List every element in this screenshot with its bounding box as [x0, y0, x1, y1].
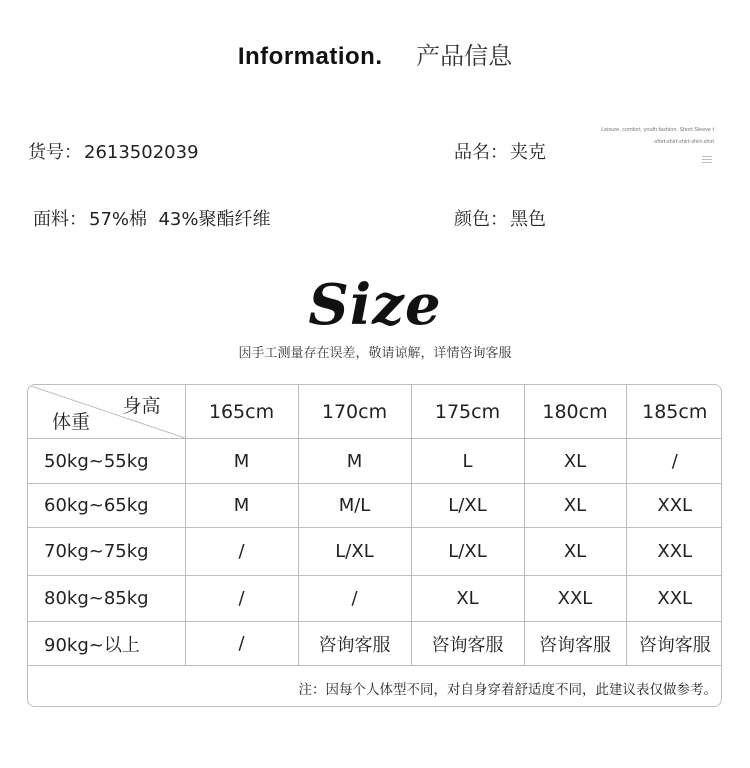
item-number-label: 货号： [28, 142, 82, 163]
table-row [28, 576, 722, 622]
size-cell: M [185, 484, 298, 528]
page-title [0, 36, 750, 71]
height-header: 170cm [298, 385, 411, 439]
size-cell: L/XL [298, 528, 411, 576]
size-cell: / [298, 576, 411, 622]
color [454, 205, 546, 231]
size-cell: XL [411, 576, 524, 622]
product-name [454, 138, 546, 164]
size-title: Size [308, 272, 442, 338]
weight-cell: 60kg~65kg [28, 484, 185, 528]
fabric [33, 205, 270, 231]
size-cell: 咨询客服 [626, 622, 722, 666]
color-label: 颜色： [454, 209, 508, 230]
corner-weight-label: 体重 [52, 411, 91, 433]
table-row [28, 484, 722, 528]
product-name-value: 夹克 [510, 142, 546, 163]
title-chinese: 产品信息 [416, 42, 513, 70]
size-cell: L/XL [411, 484, 524, 528]
size-cell: / [185, 622, 298, 666]
size-cell: M [298, 439, 411, 484]
weight-cell: 90kg~以上 [28, 622, 185, 666]
table-corner-cell [28, 385, 185, 439]
tagline-line-1: Leisure, comfort, youth fashion, Short Sleeve t [601, 127, 714, 133]
size-table [27, 384, 722, 707]
tagline [554, 124, 714, 148]
size-cell: XXL [626, 528, 722, 576]
size-cell: L [411, 439, 524, 484]
size-cell: / [626, 439, 722, 484]
table-row [28, 439, 722, 484]
fabric-label: 面料： [33, 209, 87, 230]
size-cell: L/XL [411, 528, 524, 576]
size-cell: 咨询客服 [524, 622, 626, 666]
list-icon [702, 156, 712, 164]
weight-cell: 70kg~75kg [28, 528, 185, 576]
color-value: 黑色 [510, 209, 546, 230]
table-footnote-row [28, 666, 722, 708]
size-note: 因手工测量存在误差，敬请谅解，详情咨询客服 [238, 346, 512, 361]
weight-cell: 80kg~85kg [28, 576, 185, 622]
item-number [28, 138, 199, 164]
size-cell: 咨询客服 [298, 622, 411, 666]
product-name-label: 品名： [454, 142, 508, 163]
size-cell: XXL [524, 576, 626, 622]
size-cell: 咨询客服 [411, 622, 524, 666]
title-english: Information. [237, 43, 383, 70]
size-cell: XXL [626, 576, 722, 622]
corner-height-label: 身高 [122, 395, 161, 417]
item-number-value: 2613502039 [84, 142, 199, 163]
size-cell: M/L [298, 484, 411, 528]
weight-cell: 50kg~55kg [28, 439, 185, 484]
height-header: 175cm [411, 385, 524, 439]
table-header-row [28, 385, 722, 439]
size-cell: M [185, 439, 298, 484]
size-cell: / [185, 528, 298, 576]
size-cell: / [185, 576, 298, 622]
size-cell: XL [524, 484, 626, 528]
table-footnote: 注：因每个人体型不同，对自身穿着舒适度不同，此建议表仅做参考。 [298, 682, 717, 698]
size-cell: XXL [626, 484, 722, 528]
size-cell: XL [524, 528, 626, 576]
table-row [28, 622, 722, 666]
fabric-value: 57%棉 43%聚酯纤维 [89, 209, 271, 230]
size-cell: XL [524, 439, 626, 484]
height-header: 180cm [524, 385, 626, 439]
table-row [28, 528, 722, 576]
tagline-line-2: -shirt-shirt-shirt-shirt-shirt [652, 139, 714, 145]
height-header: 165cm [185, 385, 298, 439]
height-header: 185cm [626, 385, 722, 439]
